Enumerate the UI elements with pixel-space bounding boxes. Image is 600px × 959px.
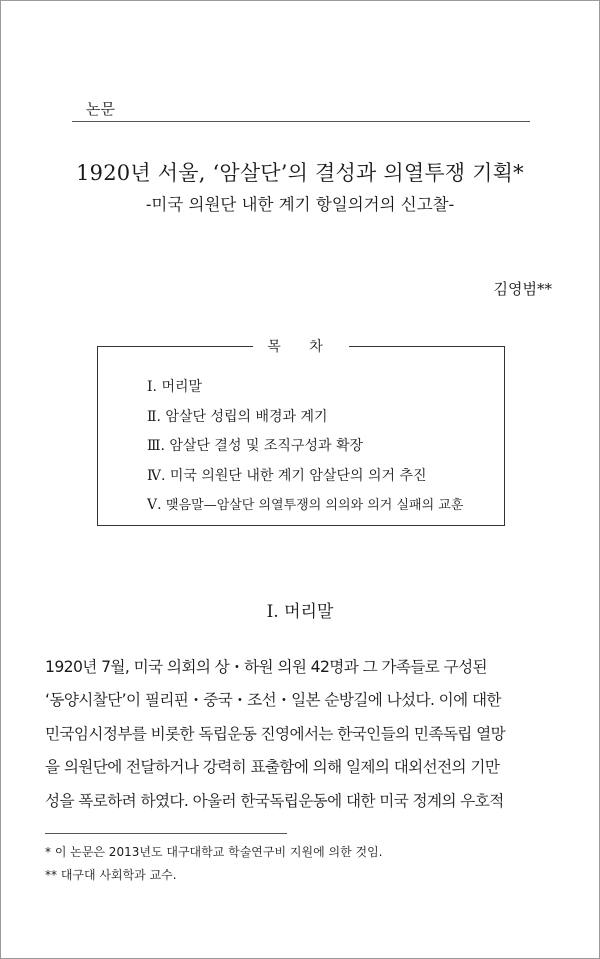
footnote: ** 대구대 사회학과 교수.	[45, 868, 177, 882]
body-line: 을 의원단에 전달하거나 강력히 표출함에 의해 일제의 대외선전의 기만	[45, 758, 500, 776]
toc-item-number: Ⅲ.	[147, 438, 165, 454]
toc-item-label: 암살단 결성 및 조직구성과 확장	[169, 438, 364, 454]
toc-item	[147, 376, 202, 396]
paper-title: 1920년 서울, ‘암살단’의 결성과 의열투쟁 기획*	[76, 161, 524, 185]
paper-subtitle: -미국 의원단 내한 계기 항일의거의 신고찰-	[145, 195, 455, 214]
body-line: 1920년 7월, 미국 의회의 상・하원 의원 42명과 그 가족들로 구성된	[45, 658, 488, 676]
toc-item-label: 미국 의원단 내한 계기 암살단의 의거 추진	[169, 468, 427, 484]
toc-item-label: 맺음말—암살단 의열투쟁의 의의와 의거 실패의 교훈	[166, 498, 464, 513]
toc-item	[147, 494, 463, 513]
footnote-rule	[45, 833, 287, 834]
author-name: 김영범**	[493, 280, 552, 298]
toc-item	[147, 465, 427, 485]
toc-item-number: Ⅳ.	[147, 468, 166, 484]
toc-item-number: Ⅱ.	[147, 409, 161, 425]
toc-item-number: Ⅰ.	[147, 379, 157, 395]
toc-item-number: Ⅴ.	[147, 497, 162, 513]
toc-item-label: 머리말	[161, 379, 203, 395]
toc-item	[147, 435, 363, 455]
footnote: * 이 논문은 2013년도 대구대학교 학술연구비 지원에 의한 것임.	[45, 845, 383, 859]
body-line: ‘동양시찰단’이 필리핀・중국・조선・일본 순방길에 나섰다. 이에 대한	[45, 691, 501, 709]
header-label: 논문	[86, 100, 115, 118]
table-of-contents	[97, 339, 505, 526]
toc-item-label: 암살단 성립의 배경과 계기	[165, 409, 328, 425]
toc-title-wrap	[98, 336, 504, 356]
toc-item	[147, 406, 328, 426]
body-line: 민국임시정부를 비롯한 독립운동 진영에서는 한국인들의 민족독립 열망	[45, 725, 506, 743]
toc-title: 목 차	[253, 339, 349, 355]
header-rule	[72, 121, 530, 122]
section-heading: Ⅰ. 머리말	[266, 602, 334, 622]
body-line: 성을 폭로하려 하였다. 아울러 한국독립운동에 대한 미국 정계의 우호적	[45, 792, 504, 810]
